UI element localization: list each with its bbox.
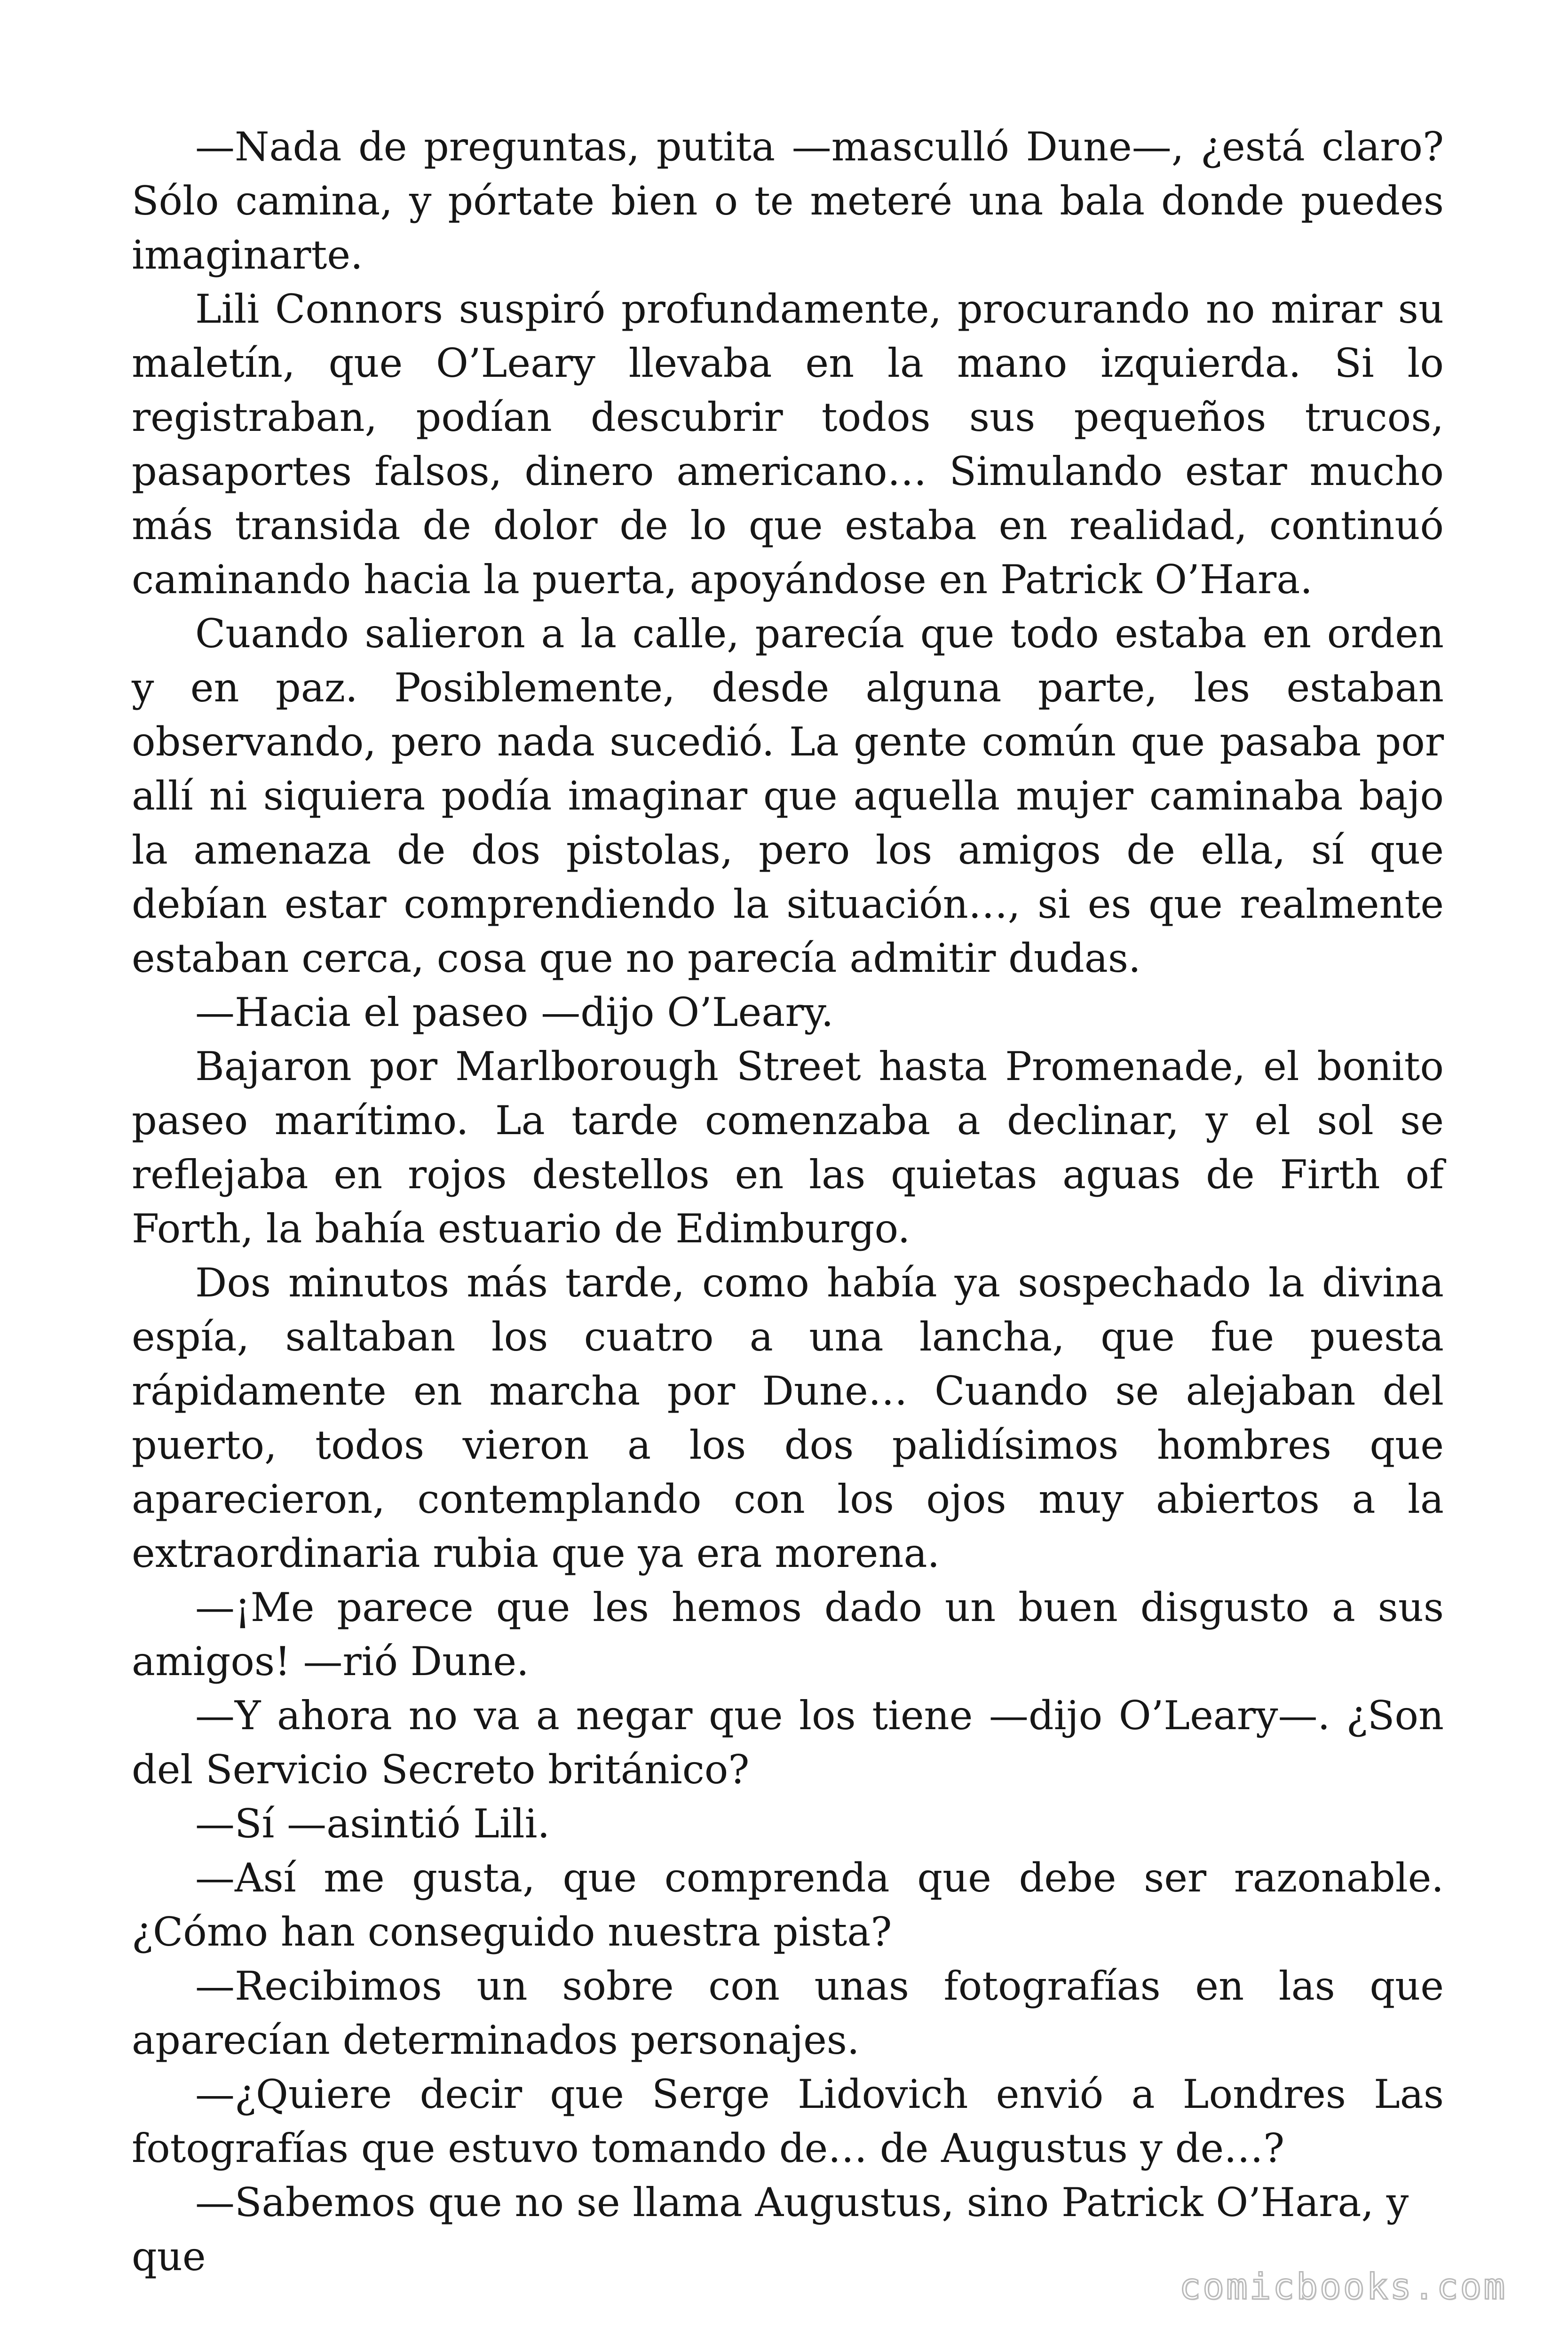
paragraph: —Nada de preguntas, putita —mascullό Dune—, ¿está claro? Sólo camina, y pórtate bien o te meteré una bala donde puedes imaginarte. — [132, 124, 1444, 278]
paragraph: —Sí —asintió Lili. — [195, 1801, 550, 1847]
paragraph: —Y ahora no va a negar que los tiene —dijo O’Leary—. ¿Son del Servicio Secreto británico? — [132, 1692, 1444, 1793]
paragraph-last-line: —Sabemos que no se llama Augustus, sino Patrick O’Hara, y que — [132, 2179, 1409, 2280]
paragraph: —Recibimos un sobre con unas fotografías en las que aparecían determinados personajes. — [132, 1963, 1444, 2063]
paragraph: Lili Connors suspiró profundamente, procurando no mirar su maletín, que O’Leary llevaba en la mano izquierda. Si lo registraban, podían descubrir todos sus pequeños trucos, pasaportes falsos, dinero americano… Simulando estar mucho más transida de dolor de lo que estaba en realidad, continuó caminando hacia la puerta, apoyándose en Patrick O’Hara. — [132, 286, 1444, 603]
paragraph: Bajaron por Marlborough Street hasta Promenade, el bonito paseo marítimo. La tarde comenzaba a declinar, y el sol se reflejaba en rojos destellos en las quietas aguas de Firth of Forth, la bahía estuario de Edimburgo. — [132, 1043, 1444, 1252]
watermark: comicbooks.com — [1179, 2265, 1507, 2307]
paragraph: Dos minutos más tarde, como había ya sospechado la divina espía, saltaban los cuatro a una lancha, que fue puesta rápidamente en marcha por Dune… Cuando se alejaban del puerto, todos vieron a los dos palidísimos hombres que aparecieron, contemplando con los ojos muy abiertos a la extraordinaria rubia que ya era morena. — [132, 1260, 1444, 1576]
paragraph: —¡Me parece que les hemos dado un buen disgusto a sus amigos! —rió Dune. — [132, 1584, 1444, 1685]
paragraph: Cuando salieron a la calle, parecía que todo estaba en orden y en paz. Posiblemente, desde alguna parte, les estaban observando, pero nada sucedió. La gente común que pasaba por allí ni siquiera podía imaginar que aquella mujer caminaba bajo la amenaza de dos pistolas, pero los amigos de ella, sí que debían estar comprendiendo la situación…, si es que realmente estaban cerca, cosa que no parecía admitir dudas. — [132, 611, 1444, 981]
paragraph: —Hacia el paseo —dijo O’Leary. — [195, 989, 834, 1035]
book-page-text — [132, 120, 1444, 2284]
paragraph: —¿Quiere decir que Serge Lidovich envió a Londres Las fotografías que estuvo tomando de… de Augustus y de…? — [132, 2071, 1444, 2171]
paragraph: —Así me gusta, que comprenda que debe ser razonable. ¿Cómo han conseguido nuestra pista? — [132, 1855, 1444, 1955]
